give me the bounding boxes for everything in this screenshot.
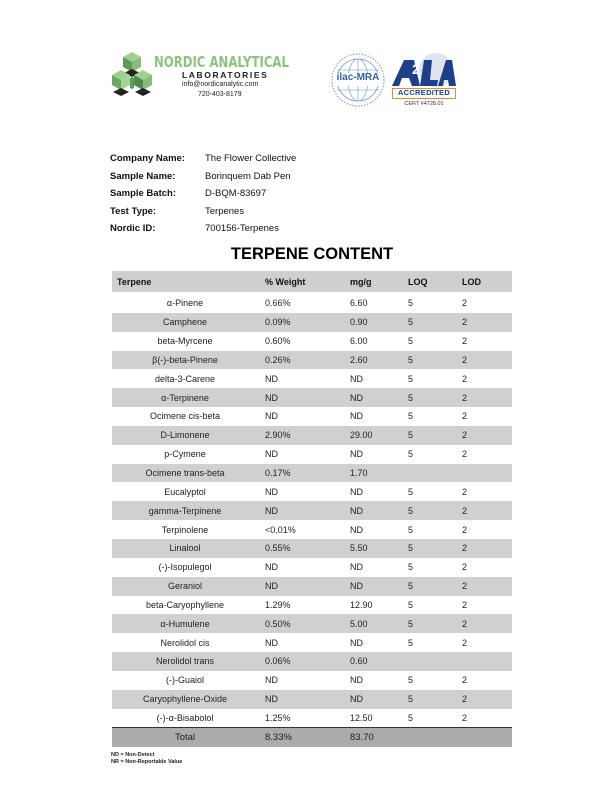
percent-weight-cell: ND <box>265 411 278 422</box>
mg-per-g-cell: 2.60 <box>350 354 368 365</box>
a2la-badge <box>390 52 458 112</box>
terpene-name-cell: Terpinolene <box>161 524 209 535</box>
mg-per-g-cell: ND <box>350 637 363 648</box>
lod-cell: 2 <box>462 712 468 723</box>
terpene-name-cell: Nerolidol cis <box>160 637 210 648</box>
percent-weight-cell: ND <box>265 675 278 686</box>
percent-weight-cell: ND <box>265 486 278 497</box>
lod-cell: 2 <box>462 562 468 573</box>
mg-per-g-cell: 12.50 <box>350 712 373 723</box>
loq-cell: 5 <box>408 298 414 309</box>
table-row <box>112 596 512 615</box>
mg-per-g-cell: ND <box>350 505 363 516</box>
hexagon-cubes-logo-icon <box>110 50 154 100</box>
terpene-name-cell: beta-Myrcene <box>157 336 213 347</box>
terpene-name-cell: Geraniol <box>167 581 203 592</box>
table-row <box>112 332 512 351</box>
lod-cell: 2 <box>462 675 468 686</box>
terpene-name-cell: D-Limonene <box>160 430 210 441</box>
mg-per-g-cell: ND <box>350 373 363 384</box>
loq-cell: 5 <box>408 354 414 365</box>
a2la-logo-icon <box>390 52 458 90</box>
terpene-name-cell: Camphene <box>162 317 208 328</box>
loq-cell: 5 <box>408 430 414 441</box>
page-title: TERPENE CONTENT <box>230 245 394 263</box>
contact-phone: 720-403-8179 <box>198 91 242 98</box>
info-label: Company Name: <box>110 153 185 165</box>
percent-weight-cell: 1.29% <box>265 599 291 610</box>
lod-cell: 2 <box>462 392 468 403</box>
accredited-label: ACCREDITED <box>392 88 456 99</box>
mg-per-g-cell: 0.60 <box>350 656 368 667</box>
terpene-name-cell: α-Humulene <box>160 618 210 629</box>
percent-weight-cell: ND <box>265 449 278 460</box>
mg-per-g-cell: ND <box>350 694 363 705</box>
lod-cell: 2 <box>462 524 468 535</box>
table-row <box>112 369 512 388</box>
mg-per-g-cell: 12.90 <box>350 599 373 610</box>
mg-per-g-cell: 5.00 <box>350 618 368 629</box>
column-header: Terpene <box>117 276 152 287</box>
info-row-nordic-id <box>110 220 296 238</box>
terpene-name-cell: β(-)-beta-Pinene <box>152 354 218 365</box>
table-row <box>112 501 512 520</box>
mg-per-g-cell: ND <box>350 562 363 573</box>
table-row <box>112 671 512 690</box>
lod-cell: 2 <box>462 486 468 497</box>
terpene-name-cell: α-Pinene <box>166 298 204 309</box>
info-label: Nordic ID: <box>110 223 156 235</box>
percent-weight-cell: ND <box>265 694 278 705</box>
table-row <box>112 520 512 539</box>
mg-per-g-cell: ND <box>350 392 363 403</box>
loq-cell: 5 <box>408 411 414 422</box>
table-row <box>112 633 512 652</box>
percent-weight-cell: ND <box>265 562 278 573</box>
table-row <box>112 482 512 501</box>
info-row-sample-name <box>110 168 296 186</box>
percent-weight-cell: ND <box>265 392 278 403</box>
info-row-test-type <box>110 203 296 221</box>
table-body <box>112 294 512 727</box>
info-label: Test Type: <box>110 205 157 217</box>
lod-cell: 2 <box>462 543 468 554</box>
mg-per-g-cell: ND <box>350 411 363 422</box>
terpene-name-cell: (-)-Isopulegol <box>158 562 212 573</box>
footnote-nr: NR = Non-Reportable Value <box>111 758 183 765</box>
svg-text:2: 2 <box>412 61 420 77</box>
loq-cell: 5 <box>408 486 414 497</box>
terpene-name-cell: Eucalyptol <box>164 486 206 497</box>
mg-per-g-cell: ND <box>350 581 363 592</box>
table-row <box>112 577 512 596</box>
table-header <box>112 271 512 292</box>
table-row <box>112 652 512 671</box>
percent-weight-cell: ND <box>265 505 278 516</box>
loq-cell: 5 <box>408 373 414 384</box>
column-header: % Weight <box>265 276 306 287</box>
loq-cell <box>401 464 455 483</box>
mg-per-g-cell: ND <box>350 486 363 497</box>
loq-cell: 5 <box>408 675 414 686</box>
mg-per-g-cell: ND <box>350 524 363 535</box>
loq-cell: 5 <box>408 543 414 554</box>
percent-weight-cell: 0.55% <box>265 543 291 554</box>
loq-cell: 5 <box>408 694 414 705</box>
loq-cell: 5 <box>408 449 414 460</box>
total-weight: 8.33% <box>265 732 292 744</box>
loq-cell: 5 <box>408 505 414 516</box>
logo-subtitle: LABORATORIES <box>182 70 269 80</box>
info-row-company <box>110 150 296 168</box>
table-row <box>112 690 512 709</box>
loq-cell: 5 <box>408 524 414 535</box>
percent-weight-cell: 0.26% <box>265 354 291 365</box>
info-value: The Flower Collective <box>205 153 297 165</box>
terpene-name-cell: p-Cymene <box>164 449 206 460</box>
info-row-sample-batch <box>110 185 296 203</box>
terpene-name-cell: Nerolidol trans <box>155 656 215 667</box>
loq-cell: 5 <box>408 562 414 573</box>
percent-weight-cell: <0.01% <box>265 524 296 535</box>
mg-per-g-cell: 6.60 <box>350 298 368 309</box>
table-row <box>112 294 512 313</box>
percent-weight-cell: ND <box>265 373 278 384</box>
lod-cell: 2 <box>462 581 468 592</box>
percent-weight-cell: 1.25% <box>265 712 291 723</box>
terpene-name-cell: beta-Caryophyllene <box>145 599 225 610</box>
table-row <box>112 709 512 728</box>
table-row <box>112 388 512 407</box>
loq-cell <box>401 652 455 671</box>
table-total-row <box>112 727 512 747</box>
info-value: D-BQM-83697 <box>205 188 267 200</box>
ilac-mra-badge <box>330 52 386 108</box>
table-row <box>112 313 512 332</box>
mg-per-g-cell: ND <box>350 675 363 686</box>
footnotes <box>111 752 182 765</box>
table-row <box>112 614 512 633</box>
lod-cell: 2 <box>462 505 468 516</box>
ilac-label: ilac-MRA <box>336 72 380 83</box>
lod-cell <box>455 652 512 671</box>
lod-cell: 2 <box>462 430 468 441</box>
loq-cell: 5 <box>408 581 414 592</box>
terpene-name-cell: gamma-Terpinene <box>148 505 222 516</box>
footnote-nd: ND = Non-Detect <box>111 752 155 758</box>
percent-weight-cell: 0.50% <box>265 618 291 629</box>
loq-cell: 5 <box>408 637 414 648</box>
table-row <box>112 351 512 370</box>
total-label: Total <box>174 732 196 744</box>
lod-cell: 2 <box>462 637 468 648</box>
lod-cell: 2 <box>462 373 468 384</box>
terpene-name-cell: Ocimene trans-beta <box>145 468 225 479</box>
contact-email: info@nordicanalytic.com <box>182 81 259 88</box>
terpene-name-cell: delta-3-Carene <box>154 373 216 384</box>
info-value: Borinquem Dab Pen <box>205 170 291 182</box>
table-row <box>112 558 512 577</box>
total-loq <box>401 728 455 747</box>
percent-weight-cell: ND <box>265 637 278 648</box>
table-row <box>112 445 512 464</box>
lod-cell: 2 <box>462 298 468 309</box>
info-label: Sample Name: <box>110 170 176 182</box>
mg-per-g-cell: ND <box>350 449 363 460</box>
loq-cell: 5 <box>408 392 414 403</box>
loq-cell: 5 <box>408 317 414 328</box>
percent-weight-cell: 0.60% <box>265 336 291 347</box>
lod-cell: 2 <box>462 599 468 610</box>
terpene-table <box>112 271 512 747</box>
lod-cell: 2 <box>462 317 468 328</box>
percent-weight-cell: ND <box>265 581 278 592</box>
lod-cell: 2 <box>462 336 468 347</box>
column-header: LOD <box>462 276 481 287</box>
company-logo <box>110 48 295 104</box>
lod-cell: 2 <box>462 354 468 365</box>
sample-info <box>110 150 296 238</box>
cert-number: CERT #4728.01 <box>404 101 444 107</box>
loq-cell: 5 <box>408 618 414 629</box>
percent-weight-cell: 0.66% <box>265 298 291 309</box>
lod-cell: 2 <box>462 449 468 460</box>
table-row <box>112 426 512 445</box>
terpene-name-cell: Ocimene cis-beta <box>149 411 221 422</box>
total-mg-g: 83.70 <box>350 732 374 744</box>
lod-cell <box>455 464 512 483</box>
terpene-name-cell: (-)-α-Bisabolol <box>156 712 214 723</box>
mg-per-g-cell: 29.00 <box>350 430 373 441</box>
logo-brand-name: NORDIC ANALYTICAL <box>154 53 289 71</box>
total-lod <box>455 728 512 747</box>
info-label: Sample Batch: <box>110 188 176 200</box>
percent-weight-cell: 2.90% <box>265 430 291 441</box>
loq-cell: 5 <box>408 336 414 347</box>
table-row <box>112 407 512 426</box>
lod-cell: 2 <box>462 694 468 705</box>
percent-weight-cell: 0.17% <box>265 468 291 479</box>
percent-weight-cell: 0.06% <box>265 656 291 667</box>
table-row <box>112 539 512 558</box>
terpene-name-cell: α-Terpinene <box>161 392 209 403</box>
loq-cell: 5 <box>408 599 414 610</box>
table-row <box>112 464 512 483</box>
mg-per-g-cell: 0.90 <box>350 317 368 328</box>
mg-per-g-cell: 5.50 <box>350 543 368 554</box>
lod-cell: 2 <box>462 411 468 422</box>
loq-cell: 5 <box>408 712 414 723</box>
column-header: mg/g <box>350 276 372 287</box>
mg-per-g-cell: 6.00 <box>350 336 368 347</box>
lod-cell: 2 <box>462 618 468 629</box>
percent-weight-cell: 0.09% <box>265 317 291 328</box>
column-header: LOQ <box>408 276 428 287</box>
mg-per-g-cell: 1.70 <box>350 468 368 479</box>
terpene-name-cell: Linalool <box>169 543 201 554</box>
info-value: 700156-Terpenes <box>205 223 279 235</box>
terpene-name-cell: Caryophyllene-Oxide <box>142 694 228 705</box>
terpene-name-cell: (-)-Guaiol <box>165 675 204 686</box>
info-value: Terpenes <box>205 205 245 217</box>
